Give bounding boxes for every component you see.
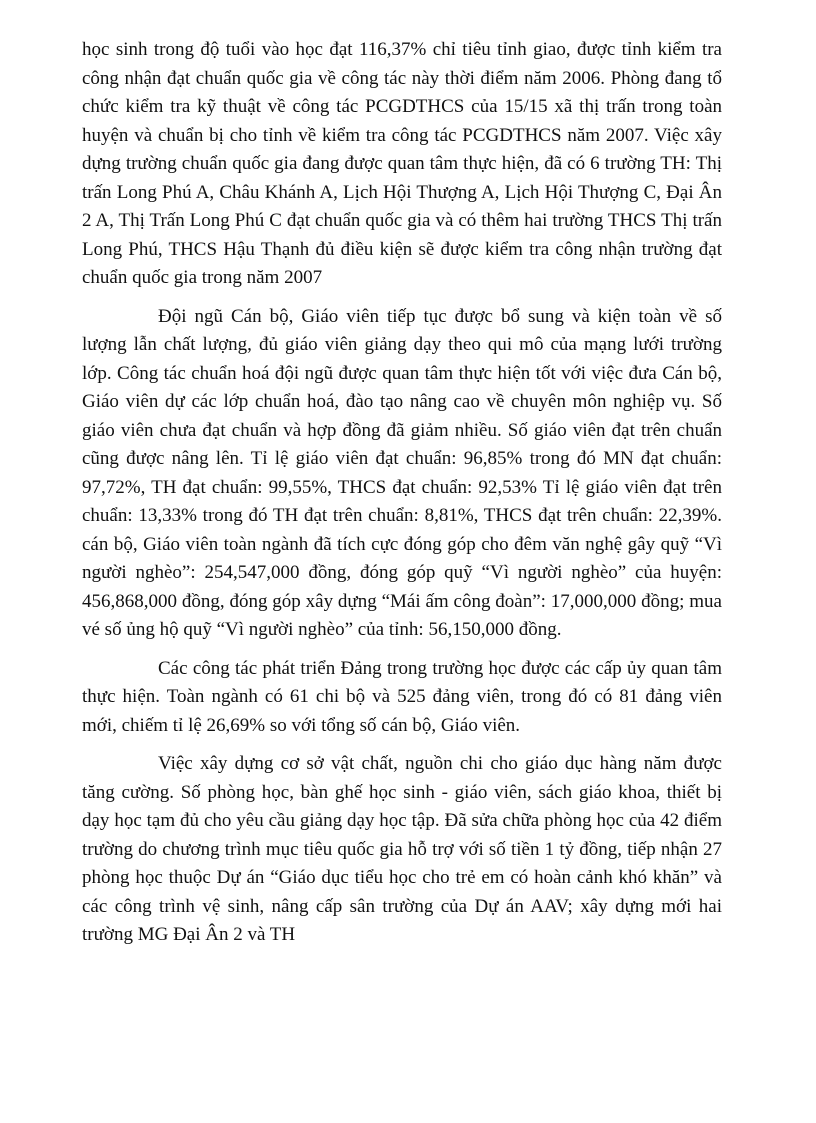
paragraph-facilities: Việc xây dựng cơ sở vật chất, nguồn chi cho giáo dục hàng năm được tăng cường. Số phòng học, bàn ghế học sinh - giáo viên, sách giáo khoa, thiết bị dạy học tạm đủ cho yêu cầu giảng dạy học tập. Đã sửa chữa phòng học của 42 điểm trường do chương trình mục tiêu quốc gia hỗ trợ với số tiền 1 tỷ đồng, tiếp nhận 27 phòng học thuộc Dự án “Giáo dục tiểu học cho trẻ em có hoàn cảnh khó khăn” và các công trình vệ sinh, nâng cấp sân trường của Dự án AAV; xây dựng mới hai trường MG Đại Ân 2 và TH <box>82 753 722 945</box>
paragraph-party: Các công tác phát triển Đảng trong trường học được các cấp ủy quan tâm thực hiện. Toàn ngành có 61 chi bộ và 525 đảng viên, trong đó có 81 đảng viên mới, chiếm tỉ lệ 26,69% so với tổng số cán bộ, Giáo viên. <box>82 657 722 736</box>
document-page <box>82 36 722 960</box>
paragraph-continuation: học sinh trong độ tuổi vào học đạt 116,37% chỉ tiêu tỉnh giao, được tỉnh kiểm tra công nhận đạt chuẩn quốc gia về công tác này thời điểm năm 2006. Phòng đang tổ chức kiểm tra kỹ thuật về công tác PCGDTHCS của 15/15 xã thị trấn trong toàn huyện và chuẩn bị cho tỉnh về kiểm tra công tác PCGDTHCS năm 2007. Việc xây dựng trường chuẩn quốc gia đang được quan tâm thực hiện, đã có 6 trường TH: Thị trấn Long Phú A, Châu Khánh A, Lịch Hội Thượng A, Lịch Hội Thượng C, Đại Ân 2 A, Thị Trấn Long Phú C đạt chuẩn quốc gia và có thêm hai trường THCS Thị trấn Long Phú, THCS Hậu Thạnh đủ điều kiện sẽ được kiểm tra công nhận trường đạt chuẩn quốc gia trong năm 2007 <box>82 39 722 288</box>
paragraph-staff: Đội ngũ Cán bộ, Giáo viên tiếp tục được bổ sung và kiện toàn về số lượng lẫn chất lượng, đủ giáo viên giảng dạy theo qui mô của mạng lưới trường lớp. Công tác chuẩn hoá đội ngũ được quan tâm thực hiện tốt với việc đưa Cán bộ, Giáo viên dự các lớp chuẩn hoá, đào tạo nâng cao về chuyên môn nghiệp vụ. Số giáo viên chưa đạt chuẩn và hợp đồng đã giảm nhiều. Số giáo viên đạt trên chuẩn cũng được nâng lên. Tỉ lệ giáo viên đạt chuẩn: 96,85% trong đó MN đạt chuẩn: 97,72%, TH đạt chuẩn: 99,55%, THCS đạt chuẩn: 92,53% Tỉ lệ giáo viên đạt trên chuẩn: 13,33% trong đó TH đạt trên chuẩn: 8,81%, THCS đạt trên chuẩn: 22,39%. cán bộ, Giáo viên toàn ngành đã tích cực đóng góp cho đêm văn nghệ gây quỹ “Vì người nghèo”: 254,547,000 đồng, đóng góp quỹ “Vì người nghèo” của huyện: 456,868,000 đồng, đóng góp xây dựng “Mái ấm công đoàn”: 17,000,000 đồng; mua vé số ủng hộ quỹ “Vì người nghèo” của tỉnh: 56,150,000 đồng. <box>82 305 722 640</box>
